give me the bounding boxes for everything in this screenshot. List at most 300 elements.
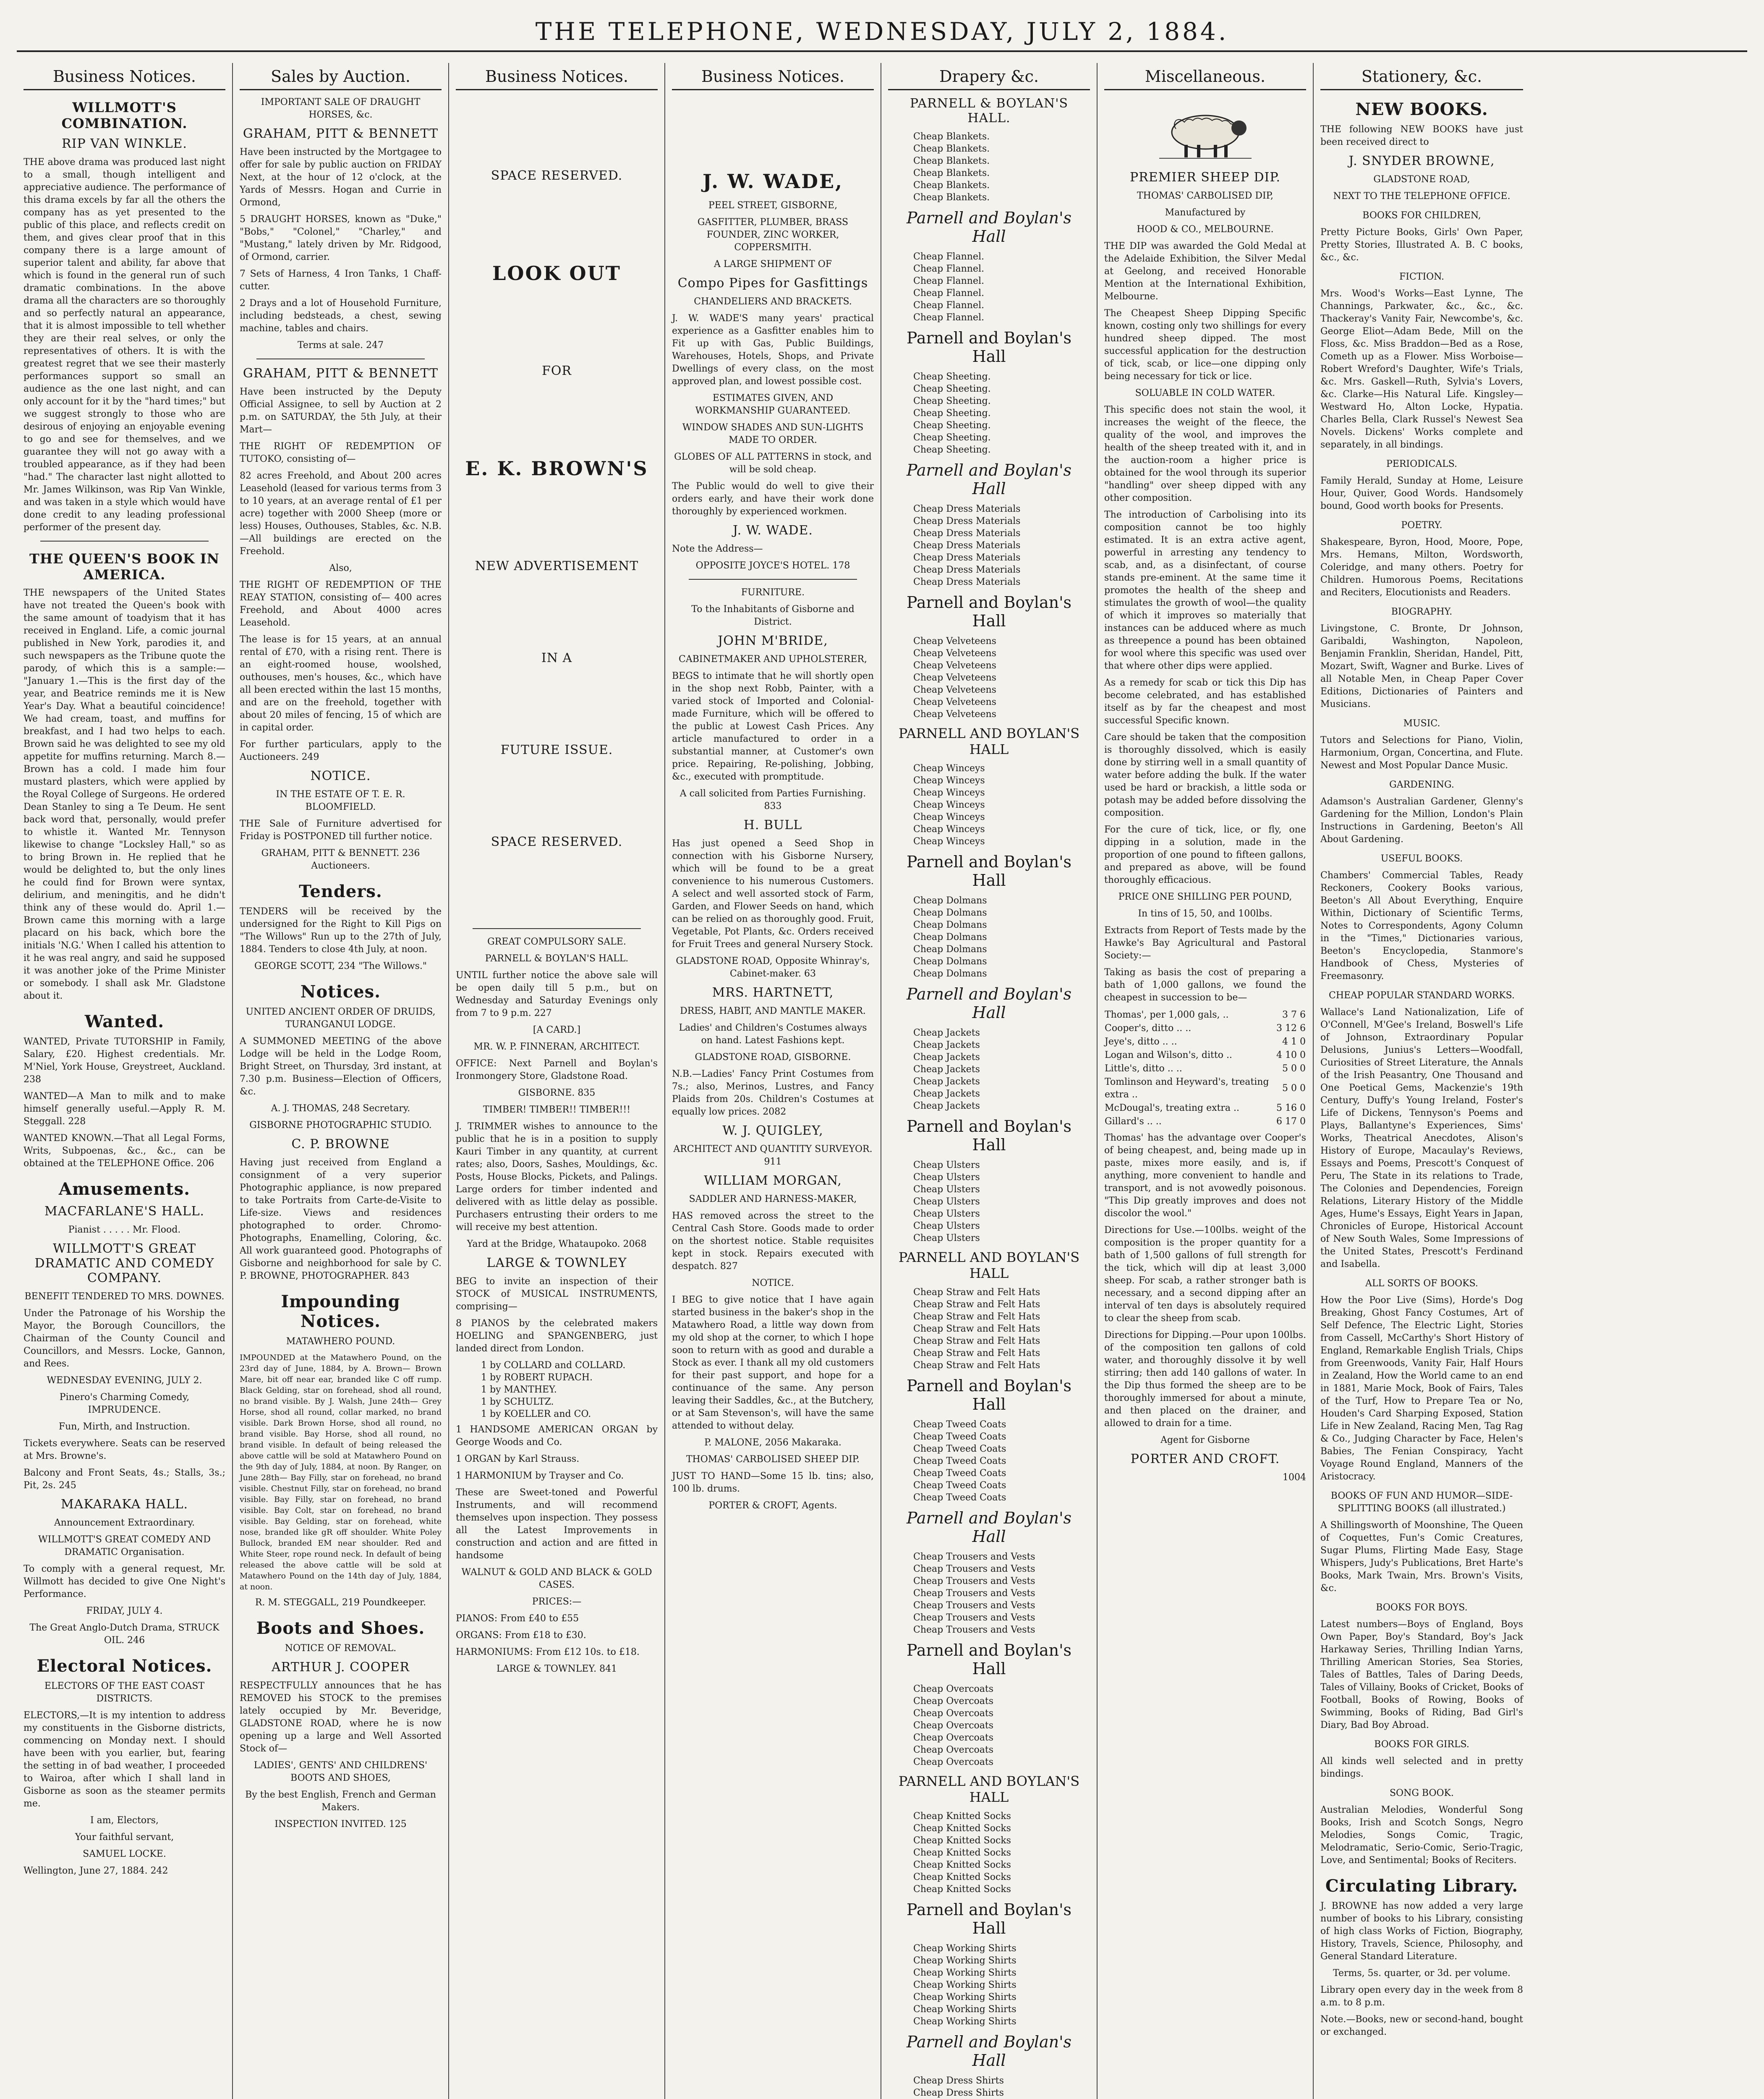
book-section-title: USEFUL BOOKS. <box>1380 853 1463 864</box>
druids-title: UNITED ANCIENT ORDER OF DRUIDS, TURANGANUI LODGE. <box>246 1007 436 1030</box>
wade-name: J. W. WADE, <box>702 170 844 193</box>
wanted-title: Wanted. <box>84 1012 165 1031</box>
column-heading: Business Notices. <box>672 67 874 90</box>
organisation: WILLMOTT'S GREAT COMEDY AND DRAMATIC Organisation. <box>38 1534 211 1557</box>
dip-price: 5 0 0 <box>1282 1083 1306 1094</box>
dip-price: PRICE ONE SHILLING PER POUND, <box>1118 892 1292 902</box>
column-heading: Business Notices. <box>456 67 658 90</box>
furniture-to: To the Inhabitants of Gisborne and District. <box>691 604 855 627</box>
wade-chand: CHANDELIERS AND BRACKETS. <box>694 296 852 307</box>
book-section-body: Adamson's Australian Gardener, Glenny's Gardening for the Million, London's Plain Instructions in Gardening, Beeton's All About Gardening. <box>1320 796 1523 845</box>
notice-sign: P. MALONE, 2056 Makaraka. <box>704 1437 841 1448</box>
electoral-date: Wellington, June 27, 1884. 242 <box>24 1866 168 1876</box>
drama: The Great Anglo-Dutch Drama, STRUCK OIL. 246 <box>29 1623 220 1646</box>
list-item: Cheap Dolmans <box>913 944 987 955</box>
list-item: Cheap Dolmans <box>913 956 987 967</box>
list-item: 1 by MANTHEY. <box>481 1385 557 1395</box>
masthead: THE TELEPHONE, WEDNESDAY, JULY 2, 1884. <box>17 13 1747 52</box>
book-section-body: Tutors and Selections for Piano, Violin, Harmonium, Organ, Concertina, and Flute. Newest and Most Popular Dance Music. <box>1320 735 1523 771</box>
auction-body: Have been instructed by the Mortgagee to offer for sale by public auction on FRIDAY Next, at the hour of 12 o'clock, at the Yards of Messrs. Hogan and Currie in Ormond, <box>240 147 442 208</box>
boots-stock: LADIES', GENTS' AND CHILDRENS' BOOTS AND SHOES, <box>253 1760 428 1783</box>
list-item: Cheap Blankets. <box>913 180 990 191</box>
drapery-list <box>913 1159 1090 1244</box>
table-row <box>1104 1076 1306 1102</box>
list-item: Cheap Velveteens <box>913 648 996 659</box>
dip-p4: The introduction of Carbolising into its composition cannot be too highly estimated. It is an extra active agent, powerful in arresting any tendency to scab, and, as a disinfectant, of course stands pre-eminent. At the same time it promotes the health of the sheep and stimulates the growth of wool—the quality of which it improves so materially that instances can be adduced where as much as threepence a pound has been obtained for wool where this specific was used over that where other dips were applied. <box>1104 510 1306 671</box>
hall-heading: Parnell and Boylan's Hall <box>906 1641 1072 1678</box>
book-section-title: CHEAP POPULAR STANDARD WORKS. <box>1329 990 1515 1001</box>
dip-tins: In tins of 15, 50, and 100lbs. <box>1138 908 1273 919</box>
book-section-title: BOOKS OF FUN AND HUMOR—SIDE-SPLITTING BOOKS (all illustrated.) <box>1330 1491 1513 1514</box>
list-item: Cheap Knitted Socks <box>913 1835 1011 1846</box>
quigley-name: W. J. QUIGLEY, <box>722 1123 823 1138</box>
book-section-body: Family Herald, Sunday at Home, Leisure Hour, Quiver, Good Words. Handsomely bound, Good worth books for Presents. <box>1320 476 1523 511</box>
drapery-list <box>913 2075 1090 2099</box>
price-table <box>1104 1008 1306 1128</box>
tenders-title: Tenders. <box>299 882 382 901</box>
dip-made: Manufactured by <box>1165 207 1246 218</box>
list-item: Cheap Velveteens <box>913 709 996 720</box>
list-item: Cheap Working Shirts <box>913 1943 1017 1954</box>
dip-title: THOMAS' CARBOLISED SHEEP DIP. <box>686 1454 860 1465</box>
electoral-close: I am, Electors, <box>90 1815 159 1826</box>
list-item: Cheap Velveteens <box>913 697 996 707</box>
dip-soluble: SOLUABLE IN COLD WATER. <box>1135 388 1275 398</box>
furniture-call: A call solicited from Parties Furnishing. 833 <box>679 788 866 811</box>
dip-price: 3 7 6 <box>1282 1010 1306 1020</box>
list-item: Cheap Ulsters <box>913 1172 980 1183</box>
dip-name: Cooper's, ditto .. .. <box>1105 1023 1192 1034</box>
dip-p7: For the cure of tick, lice, or fly, one dipping in a solution, made in the proportion of one pound to fifteen gallons, and prepared as above, will be found thoroughly efficacious. <box>1104 824 1306 885</box>
drapery-list <box>913 1551 1090 1636</box>
drapery-list <box>913 1027 1090 1112</box>
studio-title: GISBORNE PHOTOGRAPHIC STUDIO. <box>249 1120 432 1131</box>
library-open: Library open every day in the week from 8 a.m. to 8 p.m. <box>1320 1985 1523 2008</box>
drapery-list <box>913 635 1090 720</box>
company: WILLMOTT'S GREAT DRAMATIC AND COMEDY COMPANY. <box>34 1241 214 1285</box>
book-section-title: POETRY. <box>1401 520 1443 531</box>
list-item: Cheap Blankets. <box>913 156 990 166</box>
drapery-list <box>913 895 1090 980</box>
wade-trades: GASFITTER, PLUMBER, BRASS FOUNDER, ZINC WORKER, COPPERSMITH. <box>697 217 849 253</box>
auction-head: THE RIGHT OF REDEMPTION OF TUTOKO, consisting of— <box>240 441 442 464</box>
wanted-item: WANTED KNOWN.—That all Legal Forms, Writs, Subpoenas, &c., &c., can be obtained at the TELEPHONE Office. 206 <box>24 1133 225 1169</box>
patron: Under the Patronage of his Worship the Mayor, the Borough Councillors, the Chairman of the County Council and Councillors, and Messrs. Locke, Gannon, and Rees. <box>24 1308 225 1369</box>
dip-price: 5 0 0 <box>1282 1063 1306 1074</box>
list-item: Cheap Sheeting. <box>913 372 991 382</box>
dip-p2: The Cheapest Sheep Dipping Specific known, costing only two shillings for every hundred sheep dipped. The most successful application for the destruction of tick, scab, or lice—one dipping only being necessary for tick or lice. <box>1104 308 1306 382</box>
newspaper-columns <box>17 63 1747 2099</box>
extra: Fun, Mirth, and Instruction. <box>58 1421 191 1432</box>
look-out: LOOK OUT <box>492 262 621 285</box>
auction-item: 5 DRAUGHT HORSES, known as "Duke," "Bobs," "Colonel," "Charley," and "Mustang," lately driven by Mr. Ridgood, of Ormond, carrier. <box>240 214 442 262</box>
dip-body: JUST TO HAND—Some 15 lb. tins; also, 100 lb. drums. <box>672 1471 874 1494</box>
book-section-body: Wallace's Land Nationalization, Life of O'Connell, M'Gee's Ireland, Boswell's Life of Johnson, Extraordinary Popular Delusions, Junius's Letters—Woodfall, Curiosities of Street Literature, the Annals of the Irish Peasantry, One Thousand and One Poetical Gems, Mackenzie's 19th Century, Duffy's Young Ireland, Foster's Life of Dickens, Tennyson's Poems and Plays, Ballantyne's Experiences, Sims' Works, Theatrical Anecdotes, Alison's History of Europe, Macaulay's Reviews, Essays and Poems, Prescott's Conquest of Peru, The State in its relations to Trade, The Colonies and Dependencies, Foreign Relations, Literary History of the Middle Ages, Hume's Essays, Eight Years in Japan, Chronicles of Europe, Historical Account of New South Wales, Some Impressions of the United States, Prescott's Ferdinand and Isabella. <box>1320 1007 1523 1269</box>
impounding-body: IMPOUNDED at the Matawhero Pound, on the 23rd day of June, 1884, by A. Brown— Brown Mare, bit off near ear, branded like C off rump. Black Gelding, star on forehead, shod all round, no brand visible. By J. Walsh, June 24th— Grey Horse, shod all round, collar marked, no brand visible. Dark Brown Horse, shod all round, no brand visible. Bay Horse, shod all round, no brand visible. In default of being released the above cattle will be sold at Matawhero Pound on the 9th day of July, 1884, at noon. By Ranger, on June 28th— Bay Filly, star on forehead, no brand visible. Chestnut Filly, star on forehead, no brand visible. Bay Filly, star on forehead, no brand visible. Bay Colt, star on forehead, no brand visible. Bay Gelding, star on forehead, white nose, branded like gR off shoulder. White Poley Bullock, branded EM near shoulder. Red and White Steer, rope round neck. In default of being released the above cattle will be sold at Matawhero Pound on the 14th day of July, 1884, at noon. <box>240 1353 442 1591</box>
list-item: Cheap Straw and Felt Hats <box>913 1336 1040 1346</box>
list-item: Cheap Blankets. <box>913 192 990 203</box>
impounding-title: Impounding Notices. <box>281 1292 400 1331</box>
dip-p8: Thomas' has the advantage over Cooper's of being cheapest, and, being made up in paste, mixes more easily, and is, if anything, more convenient to handle and transport, and is not avowedly poisonous. "This Dip greatly improves and does not discolor the wool." <box>1104 1133 1306 1219</box>
auction-also: Also, <box>329 563 352 573</box>
notice-estate: IN THE ESTATE OF T. E. R. BLOOMFIELD. <box>276 789 405 812</box>
electoral-close: Your faithful servant, <box>75 1832 174 1843</box>
wade-shades: WINDOW SHADES AND SUN-LIGHTS MADE TO ORDER. <box>682 422 864 445</box>
list-item: Cheap Straw and Felt Hats <box>913 1360 1040 1371</box>
drapery-list <box>913 371 1090 456</box>
announcement: Announcement Extraordinary. <box>54 1518 195 1528</box>
list-item: Cheap Jackets <box>913 1052 980 1063</box>
auction-item: 2 Drays and a lot of Household Furniture, including bedsteads, a chest, sewing machine, tables and chairs. <box>240 298 442 334</box>
hall-title: MACFARLANE'S HALL. <box>44 1204 205 1219</box>
column-heading: Sales by Auction. <box>240 67 442 90</box>
list-item: Cheap Working Shirts <box>913 2016 1017 2027</box>
studio-name: C. P. BROWNE <box>291 1137 390 1152</box>
auction-detail: The lease is for 15 years, at an annual rental of £70, with a rising rent. There is an eight-roomed house, woolshed, outhouses, men's houses, &c., which have all been erected within the last 15 months, and are on the freehold, together with about 20 miles of fencing, 15 of which are in capital order. <box>240 634 442 733</box>
finneran-office: OFFICE: Next Parnell and Boylan's Ironmongery Store, Gladstone Road. <box>456 1058 658 1081</box>
hartnett-addr: GLADSTONE ROAD, GISBORNE. <box>695 1052 851 1063</box>
list-item: Cheap Straw and Felt Hats <box>913 1311 1040 1322</box>
morgan-name: WILLIAM MORGAN, <box>704 1173 842 1188</box>
auction-item: 7 Sets of Harness, 4 Iron Tanks, 1 Chaff-cutter. <box>240 269 442 292</box>
hartnett-name: MRS. HARTNETT, <box>712 985 834 1000</box>
dip-p10: Directions for Dipping.—Pour upon 100lbs. of the composition ten gallons of cold water, and thoroughly dissolve it by well stirring; then add 140 gallons of water. In the Dip thus formed the sheep are to be thoroughly immersed for about a minute, and then placed on the drainer, and allowed to drain for a time. <box>1104 1330 1307 1429</box>
pianist: Pianist . . . . . Mr. Flood. <box>68 1225 181 1235</box>
list-item: Cheap Dolmans <box>913 908 987 918</box>
dip-taking: Taking as basis the cost of preparing a bath of 1,000 gallons, we found the cheapest in succession to be— <box>1104 967 1306 1003</box>
dip-sign: PORTER & CROFT, Agents. <box>708 1500 837 1511</box>
column-2 <box>233 63 449 2099</box>
column-6 <box>1098 63 1314 2099</box>
dip-p1: THE DIP was awarded the Gold Medal at the Adelaide Exhibition, the Silver Medal at Geelong, and received Honorable Mention at the International Exhibition, Melbourne. <box>1104 241 1306 302</box>
hartnett-nb: N.B.—Ladies' Fancy Print Costumes from 7s.; also, Merinos, Lustres, and Fancy Plaids from 20s. Children's Costumes at equally low prices. 2082 <box>672 1069 874 1117</box>
list-item: Cheap Trousers and Vests <box>913 1625 1035 1635</box>
list-item: Cheap Ulsters <box>913 1221 980 1231</box>
drapery-list <box>913 1942 1090 2028</box>
library-terms: Terms, 5s. quarter, or 3d. per volume. <box>1333 1968 1511 1979</box>
list-item: Cheap Tweed Coats <box>913 1492 1006 1503</box>
book-section-body: Latest numbers—Boys of England, Boys Own Paper, Boy's Standard, Boy's Jack Harkaway Series, Thrilling Indian Yarns, Thrilling American Stories, Sea Stories, Tales of Battles, Tales of Daring Deeds, Tales of Villainy, Books of Cricket, Books of Football, Books of Rowing, Books of Swimming, Books of Riding, Bad Girl's Diary, Bad Boy Abroad. <box>1320 1619 1523 1730</box>
list-item: Cheap Blankets. <box>913 168 990 178</box>
list-item: Cheap Flannel. <box>913 276 985 286</box>
notice-body: I BEG to give notice that I have again started business in the baker's shop in the Matawhero Road, a little way down from my old shop at the corner, to which I hope soon to return with as good and durable a Stock as ever. I thank all my old customers for their past support, and hope for a continuance of the same. Any person leaving their Saddles, &c., at the Butchery, or at Sam Stevenson's, will have the same attended to without delay. <box>672 1295 874 1431</box>
tenders-body: TENDERS will be received by the undersigned for the Right to Kill Pigs on "The Willows" Run up to the 27th of July, 1884. Tenders to close 4th July, at noon. <box>240 906 442 955</box>
book-section-title: BOOKS FOR GIRLS. <box>1374 1739 1469 1750</box>
list-item: Cheap Sheeting. <box>913 384 991 394</box>
list-item: Cheap Working Shirts <box>913 1968 1017 1978</box>
hall-heading: PARNELL AND BOYLAN'S HALL <box>898 1773 1080 1805</box>
list-item: Cheap Winceys <box>913 763 985 774</box>
tickets: Tickets everywhere. Seats can be reserved at Mrs. Browne's. <box>24 1438 225 1461</box>
hall-heading: PARNELL AND BOYLAN'S HALL <box>898 725 1080 757</box>
list-item: Cheap Sheeting. <box>913 445 991 455</box>
benefit: BENEFIT TENDERED TO MRS. DOWNES. <box>24 1291 225 1302</box>
list-item: Cheap Straw and Felt Hats <box>913 1324 1040 1334</box>
list-item: Cheap Trousers and Vests <box>913 1600 1035 1611</box>
dip-name: Logan and Wilson's, ditto .. <box>1105 1050 1232 1060</box>
table-row <box>1104 1115 1306 1128</box>
list-item: Cheap Dolmans <box>913 968 987 979</box>
list-item: Cheap Flannel. <box>913 312 985 323</box>
list-item: Cheap Knitted Socks <box>913 1823 1011 1834</box>
dip-sub: THOMAS' CARBOLISED DIP, <box>1137 191 1274 201</box>
large-organ: 1 HANDSOME AMERICAN ORGAN by George Woods and Co. <box>456 1424 658 1447</box>
hartnett-trade: DRESS, HABIT, AND MANTLE MAKER. <box>680 1006 866 1016</box>
list-item: Cheap Trousers and Vests <box>913 1552 1035 1562</box>
dip-price: 3 12 6 <box>1276 1023 1306 1034</box>
list-item: Cheap Dolmans <box>913 920 987 930</box>
wade-opp: OPPOSITE JOYCE'S HOTEL. 178 <box>695 560 850 571</box>
timber-yard: Yard at the Bridge, Whataupoko. 2068 <box>467 1239 647 1249</box>
list-item: Cheap Blankets. <box>913 131 990 142</box>
book-section-body: Livingstone, C. Bronte, Dr Johnson, Garibaldi, Washington, Napoleon, Benjamin Franklin, Sheridan, Handel, Pitt, Mozart, Swift, Wagner and Burke. Lives of all Notable Men, in Cheap Paper Cover Editions, Dictionaries of Painters and Musicians. <box>1320 623 1523 709</box>
list-item: Cheap Dress Materials <box>913 516 1021 526</box>
willmott-body: THE above drama was produced last night to a small, though intelligent and appreciative audience. The performance of this drama excels by far all the others the company has as yet presented to the public of this place, and reflects credit on them, and gives clear proof that in this company there is a large amount of superior talent and ability, far above that which is found in the general run of such dramatic combinations. In the above drama all the characters are so thoroughly and so perfectly natural an appearance, that it is almost impossible to tell whether they are their real selves, or only the representatives of others. It is with the greatest regret that we see their masterly performances support so small an audience as the one last night, and can only account for it by the "hard times;" but we suggest strongly to those who are desirous of enjoying an enjoyable evening to go and see for themselves, and we guarantee they will not go away with a troubled appearance, as if they had been "had." The character last night allotted to Mr. James Wilkinson, was Rip Van Winkle, and was taken in a style which would have done credit to any leading professional performer of the present day. <box>24 157 225 533</box>
list-item: Cheap Sheeting. <box>913 432 991 443</box>
list-item: Cheap Jackets <box>913 1064 980 1075</box>
book-section-body: Chambers' Commercial Tables, Ready Reckoners, Cookery Books various, Beeton's All About Everything, Enquire Within, Dictionary of Scientific Terms, Notes to Correspondents, Agony Column in the "Times," Dictionaries various, Beeton's Encyclopedia, Stanmore's Handbook of Chess, Mysteries of Freemasonry. <box>1320 870 1523 981</box>
auction-terms: Terms at sale. 247 <box>297 340 384 351</box>
hall-heading: Parnell and Boylan's Hall <box>906 1509 1072 1546</box>
notice-title: NOTICE. <box>752 1278 794 1288</box>
wade-sign: J. W. WADE. <box>733 523 813 538</box>
book-section-title: SONG BOOK. <box>1389 1788 1454 1798</box>
boots-name: ARTHUR J. COOPER <box>272 1660 410 1675</box>
list-item: Cheap Dress Shirts <box>913 2088 1004 2098</box>
dip-price: 5 16 0 <box>1276 1103 1306 1113</box>
auction-body: Have been instructed by the Deputy Official Assignee, to sell by Auction at 2 p.m. on SATURDAY, the 5th July, at their Mart— <box>240 387 442 435</box>
column-heading: Drapery &c. <box>888 67 1090 90</box>
list-item: Cheap Straw and Felt Hats <box>913 1299 1040 1310</box>
column-3 <box>449 63 665 2099</box>
list-item: 1 by COLLARD and COLLARD. <box>481 1360 626 1371</box>
space-reserved: SPACE RESERVED. <box>491 835 623 849</box>
auction-firm: GRAHAM, PITT & BENNETT <box>243 366 439 381</box>
book-section-body: All kinds well selected and in pretty bindings. <box>1320 1756 1523 1779</box>
table-row <box>1104 1102 1306 1115</box>
card: [A CARD.] <box>533 1025 581 1035</box>
list-item: Cheap Trousers and Vests <box>913 1612 1035 1623</box>
table-row <box>1104 1062 1306 1076</box>
column-7 <box>1314 63 1530 2099</box>
hall-heading: Parnell and Boylan's Hall <box>906 985 1072 1022</box>
list-item: Cheap Dress Materials <box>913 565 1021 575</box>
column-heading: Stationery, &c. <box>1320 67 1523 90</box>
large-organ: 1 ORGAN by Karl Strauss. <box>456 1454 580 1464</box>
amusements-title: Amusements. <box>58 1179 191 1199</box>
books-road: GLADSTONE ROAD, <box>1373 174 1470 185</box>
timber-title: TIMBER! TIMBER!! TIMBER!!! <box>483 1104 631 1115</box>
list-item: Cheap Knitted Socks <box>913 1811 1011 1822</box>
book-section-title: BOOKS FOR CHILDREN, <box>1362 210 1481 221</box>
wade-globes: GLOBES OF ALL PATTERNS in stock, and will be sold cheap. <box>674 452 872 475</box>
hall-heading: Parnell and Boylan's Hall <box>906 1900 1072 1937</box>
willmott-sub: RIP VAN WINKLE. <box>62 136 187 151</box>
list-item: Cheap Overcoats <box>913 1696 994 1706</box>
drapery-list <box>913 503 1090 588</box>
boots-makers: By the best English, French and German Makers. <box>245 1790 436 1813</box>
dip-maker: HOOD & CO., MELBOURNE. <box>1137 224 1274 235</box>
list-item: Cheap Dolmans <box>913 932 987 942</box>
dip-price: 4 1 0 <box>1282 1036 1306 1047</box>
newbooks-title: NEW BOOKS. <box>1355 99 1488 119</box>
notice-title: NOTICE. <box>310 769 371 783</box>
prices-title: PRICES:— <box>532 1596 582 1607</box>
book-section-body: Australian Melodies, Wonderful Song Books, Irish and Scotch Songs, Negro Melodies, Songs Comic, Tragic, Melodramatic, Serio-Comic, Serio-Tragic, Love, and Sentimental; Books of Reciters. <box>1320 1805 1523 1866</box>
bull-body: Has just opened a Seed Shop in connection with his Gisborne Nursery, which will be found to be a great convenience to his numerous Customers. A select and well assorted stock of Farm, Garden, and Flower Seeds on hand, which can be relied on as thoroughly good. Fruit, Vegetable, Pot Plants, &c. Orders received for Fruit Trees and general Nursery Stock. <box>672 838 874 950</box>
list-item: Cheap Velveteens <box>913 636 996 646</box>
hall-heading: Parnell and Boylan's Hall <box>906 461 1072 498</box>
column-heading: Miscellaneous. <box>1104 67 1306 90</box>
list-item: Cheap Dress Materials <box>913 540 1021 551</box>
prices: Balcony and Front Seats, 4s.; Stalls, 3s.; Pit, 2s. 245 <box>24 1468 225 1491</box>
furniture-title: FURNITURE. <box>741 587 805 598</box>
dip-num: 1004 <box>1283 1472 1306 1483</box>
drapery-list <box>913 1419 1090 1504</box>
drapery-list <box>913 762 1090 848</box>
dip-agent: Agent for Gisborne <box>1160 1435 1250 1445</box>
druids-body: A SUMMONED MEETING of the above Lodge will be held in the Lodge Room, Bright Street, on Thursday, 3rd instant, at 7.30 p.m. Business—Election of Officers, &c. <box>240 1036 442 1097</box>
list-item: Cheap Winceys <box>913 788 985 798</box>
list-item: Cheap Overcoats <box>913 1720 994 1731</box>
drapery-list <box>913 131 1090 204</box>
list-item: Cheap Trousers and Vests <box>913 1564 1035 1574</box>
list-item: Cheap Overcoats <box>913 1745 994 1755</box>
large-harmonium: 1 HARMONIUM by Trayser and Co. <box>456 1471 624 1481</box>
list-item: Cheap Working Shirts <box>913 1992 1017 2002</box>
wade-public: The Public would do well to give their orders early, and have their work done thoroughly by experienced workmen. <box>672 481 874 517</box>
sale-sub: PARNELL & BOYLAN'S HALL. <box>485 953 629 964</box>
list-item: Cheap Flannel. <box>913 288 985 298</box>
column-1 <box>17 63 233 2099</box>
list-item: Cheap Winceys <box>913 824 985 835</box>
large-townley-title: LARGE & TOWNLEY <box>486 1256 627 1270</box>
boots-sub: NOTICE OF REMOVAL. <box>285 1643 397 1654</box>
druids-sign: A. J. THOMAS, 248 Secretary. <box>271 1103 410 1114</box>
list-item: Cheap Dress Materials <box>913 577 1021 587</box>
list-item: Cheap Straw and Felt Hats <box>913 1348 1040 1358</box>
list-item: Cheap Blankets. <box>913 144 990 154</box>
auction-firm: GRAHAM, PITT & BENNETT <box>243 126 439 141</box>
library-note: Note.—Books, new or second-hand, bought or exchanged. <box>1320 2014 1523 2037</box>
book-section-title: MUSIC. <box>1403 718 1440 729</box>
list-item: Cheap Flannel. <box>913 251 985 262</box>
dip-p6: Care should be taken that the composition is thoroughly dissolved, which is easily done by stirring well in a small quantity of water before adding the bulk. If the water used be hard or brackish, a little soda or potash may be added before dissolving the composition. <box>1104 732 1306 818</box>
dip-name: McDougal's, treating extra .. <box>1105 1103 1239 1113</box>
list-item: Cheap Jackets <box>913 1040 980 1050</box>
hall-heading: PARNELL AND BOYLAN'S HALL <box>898 1249 1080 1281</box>
date: WEDNESDAY EVENING, JULY 2. <box>47 1375 202 1386</box>
price-line: PIANOS: From £40 to £55 <box>456 1613 579 1624</box>
list-item: Cheap Velveteens <box>913 660 996 671</box>
comply: To comply with a general request, Mr. Willmott has decided to give One Night's Performance. <box>24 1564 225 1599</box>
dip-name: Gillard's .. .. <box>1105 1116 1162 1127</box>
dip-name: Tomlinson and Heyward's, treating extra .. <box>1105 1077 1269 1100</box>
list-item: Cheap Trousers and Vests <box>913 1588 1035 1599</box>
book-section-title: PERIODICALS. <box>1386 459 1458 469</box>
large-cases: WALNUT & GOLD AND BLACK & GOLD CASES. <box>461 1567 652 1590</box>
list-item: 1 by ROBERT RUPACH. <box>481 1372 593 1383</box>
list-item: Cheap Tweed Coats <box>913 1468 1006 1479</box>
dip-price: 6 17 0 <box>1276 1116 1306 1127</box>
list-item: Cheap Flannel. <box>913 300 985 311</box>
play: Pinero's Charming Comedy, IMPRUDENCE. <box>59 1392 190 1415</box>
book-section-title: FICTION. <box>1399 272 1445 282</box>
future-issue: FUTURE ISSUE. <box>500 743 613 757</box>
list-item: Cheap Trousers and Vests <box>913 1576 1035 1586</box>
list-item: Cheap Flannel. <box>913 264 985 274</box>
table-row <box>1104 1035 1306 1049</box>
finneran-town: GISBORNE. 835 <box>518 1088 596 1098</box>
large-note: These are Sweet-toned and Powerful Instruments, and will recommend themselves upon inspection. They possess all the Latest Improvements in construction and action and are fitted in handsome <box>456 1487 658 1561</box>
hall-heading: Parnell and Boylan's Hall <box>906 2033 1072 2070</box>
book-section-body: Mrs. Wood's Works—East Lynne, The Channings, Parkwater, &c., &c., &c. Thackeray's Vanity Fair, Newcombe's, &c. George Eliot—Adam Bede, Mill on the Floss, &c. Miss Braddon—Bed as a Rose, Cometh up as a Flower. Miss Worboise—Robert Wreford's Daughter, Wife's Trials, &c. Mrs. Gaskell—Ruth, Sylvia's Lovers, &c. Clarke—His Natural Life. Kingsley—Westward Ho, Alton Locke, Hypatia. Charles Bella, Clark Russel's Newest Sea Novels. Dickens' Works complete and separately, in all bindings. <box>1320 288 1523 450</box>
dip-p5: As a remedy for scab or tick this Dip has become celebrated, and has established itself as by far the cheapest and most successful Specific known. <box>1104 678 1306 726</box>
books-name: J. SNYDER BROWNE, <box>1348 154 1495 168</box>
boots-title: Boots and Shoes. <box>256 1618 425 1638</box>
impounding-sign: R. M. STEGGALL, 219 Poundkeeper. <box>255 1597 426 1608</box>
sale-title: GREAT COMPULSORY SALE. <box>487 937 626 947</box>
bull-addr: GLADSTONE ROAD, Opposite Whinray's, Cabinet-maker. 63 <box>676 956 870 979</box>
list-item: Cheap Overcoats <box>913 1708 994 1719</box>
dip-porter: PORTER AND CROFT. <box>1130 1452 1280 1466</box>
auction-detail: 82 acres Freehold, and About 200 acres Leasehold (leased for various terms from 3 to 10 years, at an average rental of £1 per acre) together with 2000 Sheep (more or less) Houses, Outhouses, Stables, &c. N.B.—All buildings are erected on the Freehold. <box>240 471 442 557</box>
book-section-body: A Shillingsworth of Moonshine, The Queen of Coquettes, Fun's Comic Creatures, Sugar Plums, Flirting Made Easy, Stage Whispers, Judy's Publications, Bret Harte's Books, Mark Twain, Mrs. Brown's Visits, &c. <box>1320 1520 1523 1594</box>
list-item: Cheap Ulsters <box>913 1209 980 1219</box>
table-row <box>1104 1008 1306 1022</box>
list-item: Cheap Dress Materials <box>913 552 1021 563</box>
brown-name: E. K. BROWN'S <box>465 457 648 480</box>
library-title: Circulating Library. <box>1325 1876 1518 1896</box>
boots-body: RESPECTFULLY announces that he has REMOVED his STOCK to the premises lately occupied by Mr. Beveridge, GLADSTONE ROAD, where he is now opening up a large and Well Assorted Stock of— <box>240 1680 442 1754</box>
column-4 <box>665 63 881 2099</box>
list-item: 1 by SCHULTZ. <box>481 1397 554 1407</box>
book-sections <box>1320 209 1523 1867</box>
for-label: FOR <box>542 364 572 378</box>
list-item: Cheap Winceys <box>913 836 985 847</box>
drapery-list <box>913 1683 1090 1768</box>
furniture-name: JOHN M'BRIDE, <box>718 633 828 648</box>
book-section-body: How the Poor Live (Sims), Horde's Dog Breaking, Ghost Fancy Costumes, Art of Self Defence, The Electric Light, Stories from Cassell, McCarthy's Short History of England, Remarkable English Trials, Chips from Greenwoods, Vanity Fair, Half Hours in Zealand, How the World came to an end in 1881, Marie Mock, Book of Fairs, Tales of the Turf, How to Prepare Tea or No, Houden's Card Sharping Exposed, Station Life in New Zealand, Racing Men, Tag Rag & Co., Judging Character by Face, Helen's Babies, The Fenian Conspiracy, Yacht Voyage Round England, Manners of the Aristocracy. <box>1320 1295 1523 1482</box>
dip-name: Little's, ditto .. .. <box>1105 1063 1182 1074</box>
large-pianos: 8 PIANOS by the celebrated makers HOELING and SPANGENBERG, just landed direct from London. <box>456 1318 658 1354</box>
list-item: Cheap Winceys <box>913 775 985 786</box>
in-a: IN A <box>541 651 572 665</box>
library-body: J. BROWNE has now added a very large number of books to his Library, consisting of high class Works of Fiction, Biography, History, Travels, Science, Philosophy, and General Standard Literature. <box>1320 1901 1523 1962</box>
list-item: Cheap Ulsters <box>913 1160 980 1170</box>
sheep-illustration <box>1155 103 1256 162</box>
hall-heading: Parnell and Boylan's Hall <box>906 1117 1072 1154</box>
list-item: 1 by KOELLER and CO. <box>481 1409 591 1419</box>
dip-p9: Directions for Use.—100lbs. weight of the composition is the proper quantity for a bath of 1,500 gallons of full strength for the tick, which will dip at least 3,000 sheep. For scab, a rather stronger bath is necessary, and a second dipping after an interval of ten days is absolutely required to clear the sheep from scab. <box>1104 1225 1306 1324</box>
dip-extracts: Extracts from Report of Tests made by the Hawke's Bay Agricultural and Pastoral Society:— <box>1104 925 1306 961</box>
column-5 <box>881 63 1098 2099</box>
auction-head: THE RIGHT OF REDEMPTION OF THE REAY STATION, consisting of— 400 acres Freehold, and About 4000 acres Leasehold. <box>240 580 442 628</box>
queen-title: THE QUEEN'S BOOK IN AMERICA. <box>29 551 220 583</box>
price-line: ORGANS: From £18 to £30. <box>456 1630 586 1641</box>
column-heading: Business Notices. <box>24 67 225 90</box>
drapery-list <box>913 1286 1090 1371</box>
piano-list <box>481 1359 658 1420</box>
queen-body: THE newspapers of the United States have not treated the Queen's book with the same amount of toadyism that it has received in England. Life, a comic journal published in New York, parodies it, and such newspapers as the Tribune quote the parody, of which this is a sample:— "January 1.—This is the first day of the year, and Beatrice reminds me it is New Year's Day. What a beautiful coincidence! We had cream, toast, and muffins for breakfast, and I had two helps to each. Brown said he was delighted to see my old appetite for muffins returning. March 8.—Brown has a cold. I made him four mustard plasters, which were applied by the Royal College of Surgeons. He ordered Dean Stanley to sing a Te Deum. He sent back word that, personally, would prefer to whistle it. Wanted Mr. Tennyson likewise to change "Locksley Hall," so as to bring Brown in. He replied that he would be delighted to, but the only lines he could find for Brown were syntax, delirium, and meningitis, and he didn't think any of these would do. April 1.—Brown came this morning with a large placard on his back, which bore the initials 'N.G.' When I called his attention to it he was real angry, and said he supposed it was another joke of the Prime Minister or somebody. I shall ask Mr. Gladstone about it. <box>24 588 225 1001</box>
list-item: Cheap Winceys <box>913 812 985 822</box>
morgan-trade: SADDLER AND HARNESS-MAKER, <box>689 1194 857 1204</box>
dip-price: 4 10 0 <box>1276 1050 1306 1060</box>
list-item: Cheap Sheeting. <box>913 396 991 406</box>
list-item: Cheap Knitted Socks <box>913 1848 1011 1858</box>
quigley-trade: ARCHITECT AND QUANTITY SURVEYOR. 911 <box>673 1144 873 1167</box>
hall2-title: MAKARAKA HALL. <box>60 1497 188 1512</box>
